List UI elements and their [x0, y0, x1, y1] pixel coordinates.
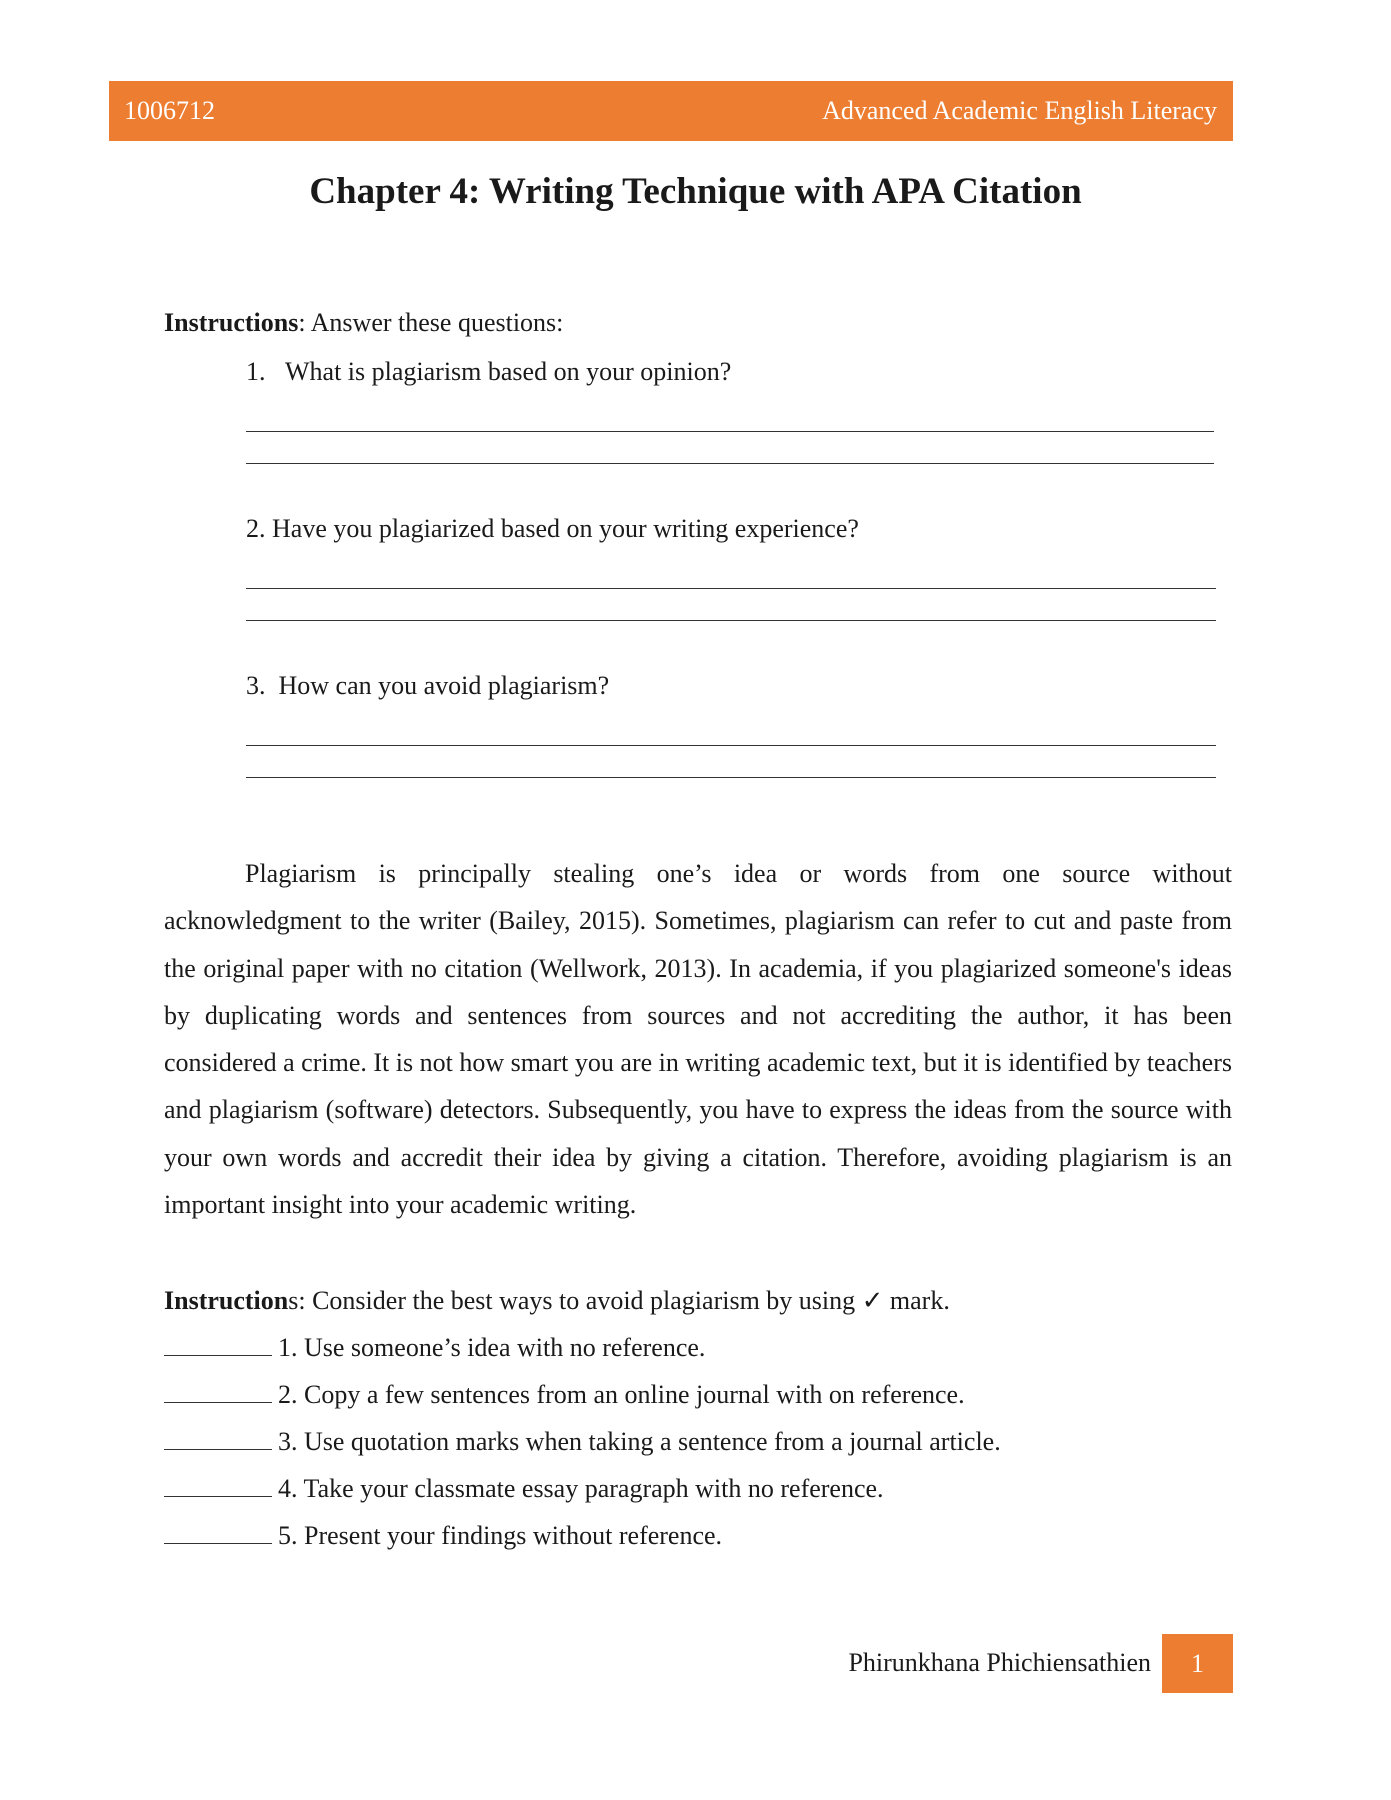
checklist-item-text: 5. Present your findings without reference. [278, 1521, 723, 1550]
instructions-2-text: s: Consider the best ways to avoid plagiarism by using ✓ mark. [288, 1286, 950, 1315]
question-3-text: How can you avoid plagiarism? [278, 671, 610, 700]
checklist-item [164, 1474, 884, 1504]
body-paragraph: Plagiarism is principally stealing one’s idea or words from one source without acknowledgment to the writer (Bailey, 2015). Sometimes, plagiarism can refer to cut and paste from the original paper with no citation (Wellwork, 2013). In academia, if you plagiarized someone's ideas by duplicating words and sentences from sources and not accrediting the author, it has been considered a crime. It is not how smart you are in writing academic text, but it is identified by teachers and plagiarism (software) detectors. Subsequently, you have to express the ideas from the source with your own words and accredit their idea by giving a citation. Therefore, avoiding plagiarism is an important insight into your academic writing. [164, 859, 1232, 1220]
page-number: 1 [1162, 1634, 1233, 1693]
checklist-item [164, 1427, 1001, 1457]
answer-line[interactable] [246, 588, 1216, 589]
instructions-1-text: : Answer these questions: [298, 308, 564, 337]
answer-line[interactable] [246, 745, 1216, 746]
check-blank[interactable] [164, 1521, 272, 1544]
checklist-item-text: 3. Use quotation marks when taking a sentence from a journal article. [278, 1427, 1001, 1456]
header-bar [109, 81, 1233, 141]
instructions-1 [164, 308, 563, 338]
question-1-number: 1. [246, 357, 266, 386]
checklist-item-text: 2. Copy a few sentences from an online journal with on reference. [278, 1380, 965, 1409]
instructions-2 [164, 1286, 950, 1316]
course-code: 1006712 [124, 96, 215, 125]
checklist-item-text: 1. Use someone’s idea with no reference. [278, 1333, 706, 1362]
answer-line[interactable] [246, 463, 1214, 464]
question-2-number: 2. [246, 514, 266, 543]
page-title: Chapter 4: Writing Technique with APA Citation [309, 171, 1082, 212]
question-1 [246, 357, 731, 387]
check-blank[interactable] [164, 1333, 272, 1356]
question-1-text: What is plagiarism based on your opinion? [285, 357, 732, 386]
footer-author: Phirunkhana Phichiensathien [848, 1648, 1151, 1677]
check-blank[interactable] [164, 1474, 272, 1497]
answer-line[interactable] [246, 431, 1214, 432]
check-blank[interactable] [164, 1380, 272, 1403]
question-2 [246, 514, 859, 544]
course-title: Advanced Academic English Literacy [822, 96, 1217, 125]
question-3 [246, 671, 609, 701]
checklist-item [164, 1333, 705, 1363]
question-3-number: 3. [246, 671, 266, 700]
instructions-2-label: Instruction [164, 1286, 289, 1315]
checklist-item [164, 1380, 965, 1410]
question-2-text: Have you plagiarized based on your writing experience? [272, 514, 859, 543]
check-blank[interactable] [164, 1427, 272, 1450]
instructions-1-label: Instructions [164, 308, 299, 337]
checklist-item-text: 4. Take your classmate essay paragraph with no reference. [278, 1474, 884, 1503]
answer-line[interactable] [246, 777, 1216, 778]
checklist-item [164, 1521, 722, 1551]
answer-line[interactable] [246, 620, 1216, 621]
